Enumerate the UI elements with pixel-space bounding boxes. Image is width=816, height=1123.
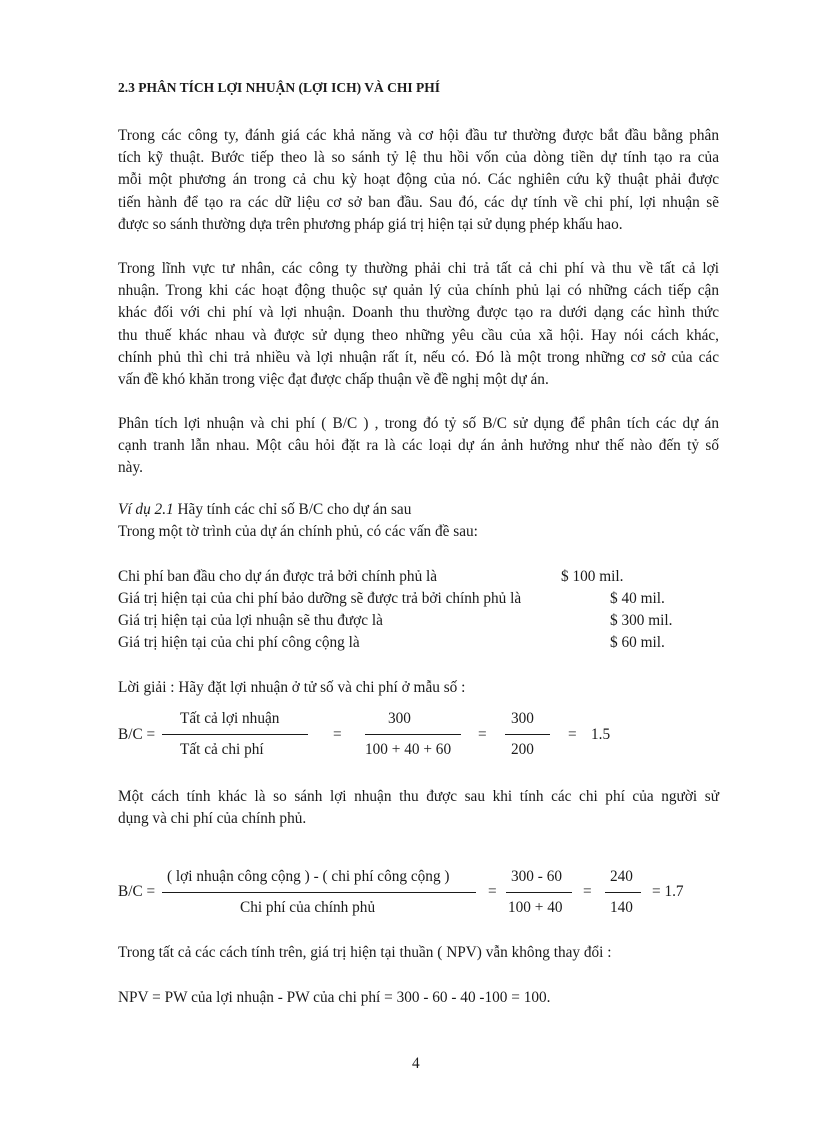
formula-lhs: B/C = [118, 726, 156, 743]
paragraph-private-sector [118, 258, 719, 391]
equals-sign: = [488, 883, 497, 900]
text-line: khác đối với chi phí và lợi nhuận. Doanh thu thường được tạo ra dưới dạng các hình thức [118, 304, 719, 322]
text-line: nhuận. Trong khi các hoạt động thuộc sự quản lý của chính phủ lại có những cách tiếp cận [118, 282, 719, 300]
example-label: Ví dụ 2.1 [118, 501, 174, 518]
fraction-denominator: 140 [610, 899, 633, 916]
cost-item-value: $ 60 mil. [610, 634, 665, 651]
text-line: được so sánh thường dựa trên phương pháp giá trị hiện tại sử dụng phép khấu hao. [118, 215, 623, 233]
text-line: Phân tích lợi nhuận và chi phí ( B/C ) , trong đó tỷ số B/C sử dụng để phân tích các dự án [118, 415, 719, 432]
paragraph-npv-note: Trong tất cả các cách tính trên, giá trị hiện tại thuần ( NPV) vẫn không thay đổi : [118, 944, 612, 961]
fraction-denominator: Chi phí của chính phủ [240, 899, 376, 916]
page-number: 4 [412, 1055, 420, 1072]
example-intro: Trong một tờ trình của dự án chính phủ, có các vấn đề sau: [118, 523, 478, 540]
fraction-bar [505, 734, 550, 735]
fraction-numerator: 300 [388, 710, 411, 727]
text-line: chính phủ thì chi trả nhiều và lợi nhuận rất ít, nếu có. Đó là một trong những cơ sở của các [118, 348, 719, 366]
equals-sign: = [333, 726, 342, 743]
text-line: này. [118, 459, 143, 477]
cost-item-label: Giá trị hiện tại của chi phí bảo dưỡng sẽ được trả bởi chính phủ là [118, 590, 522, 607]
cost-item-value: $ 300 mil. [610, 612, 673, 629]
text-line: vấn đề khó khăn trong việc đạt được chấp thuận về đề nghị một dự án. [118, 371, 549, 389]
fraction-denominator: 100 + 40 [508, 899, 563, 916]
cost-item-label: Giá trị hiện tại của chi phí công cộng là [118, 634, 360, 651]
formula-result: 1.5 [591, 726, 611, 743]
formula-lhs: B/C = [118, 883, 156, 900]
fraction-bar [605, 892, 641, 893]
text-line: mỗi một phương án trong cả chu kỳ hoạt động của nó. Các nghiên cứu kỹ thuật phải được [118, 171, 719, 189]
text-line: Trong các công ty, đánh giá các khả năng và cơ hội đầu tư thường được bắt đầu bằng phân [118, 127, 719, 144]
paragraph-alternative [118, 786, 719, 830]
text-line: cạnh tranh lẫn nhau. Một câu hỏi đặt ra là các loại dự án ảnh hưởng như thế nào đến tỷ số [118, 437, 719, 455]
text-line: dụng và chi phí của chính phủ. [118, 810, 307, 828]
text-line: thu thuế khác nhau và được sử dụng theo những yêu cầu của xã hội. Hay nói cách khác, [118, 326, 719, 344]
example-title [118, 501, 411, 519]
fraction-numerator: 300 [511, 710, 534, 727]
equals-sign: = [568, 726, 577, 743]
equals-sign: = [478, 726, 487, 743]
solution-intro: Lời giải : Hãy đặt lợi nhuận ở tử số và chi phí ở mẫu số : [118, 679, 466, 696]
formula-result: = 1.7 [652, 883, 684, 900]
cost-item-label: Chi phí ban đầu cho dự án được trả bởi chính phủ là [118, 568, 438, 585]
fraction-numerator: Tất cả lợi nhuận [180, 710, 280, 727]
text-line: tiến hành để tạo ra các dữ liệu cơ sở ban đầu. Sau đó, các dự tính về chi phí, lợi nhuận sẽ [118, 193, 719, 211]
fraction-numerator: 300 - 60 [511, 868, 562, 885]
cost-item-value: $ 40 mil. [610, 590, 665, 607]
paragraph-bc-analysis [118, 413, 719, 480]
fraction-bar [162, 892, 476, 893]
fraction-numerator: 240 [610, 868, 633, 885]
text-line: Trong lĩnh vực tư nhân, các công ty thường phải chi trả tất cả chi phí và thu về tất cả lợi [118, 260, 719, 277]
fraction-denominator: 100 + 40 + 60 [365, 741, 452, 758]
fraction-bar [365, 734, 461, 735]
cost-item-label: Giá trị hiện tại của lợi nhuận sẽ thu được là [118, 612, 383, 629]
npv-formula: NPV = PW của lợi nhuận - PW của chi phí = 300 - 60 - 40 -100 = 100. [118, 989, 551, 1006]
cost-item-value: $ 100 mil. [561, 568, 624, 585]
equals-sign: = [583, 883, 592, 900]
section-heading: 2.3 PHÂN TÍCH LỢI NHUẬN (LỢI ICH) VÀ CHI PHÍ [118, 80, 441, 95]
paragraph-intro [118, 125, 719, 236]
fraction-denominator: 200 [511, 741, 534, 758]
fraction-bar [506, 892, 572, 893]
text-line: tích kỹ thuật. Bước tiếp theo là so sánh tỷ lệ thu hồi vốn của dòng tiền dự tính tạo ra của [118, 149, 719, 167]
fraction-bar [162, 734, 308, 735]
text-line: Một cách tính khác là so sánh lợi nhuận thu được sau khi tính các chi phí của người sử [118, 788, 719, 805]
example-task: Hãy tính các chỉ số B/C cho dự án sau [173, 501, 412, 518]
fraction-denominator: Tất cả chi phí [180, 741, 264, 758]
fraction-numerator: ( lợi nhuận công cộng ) - ( chi phí công cộng ) [167, 868, 450, 885]
